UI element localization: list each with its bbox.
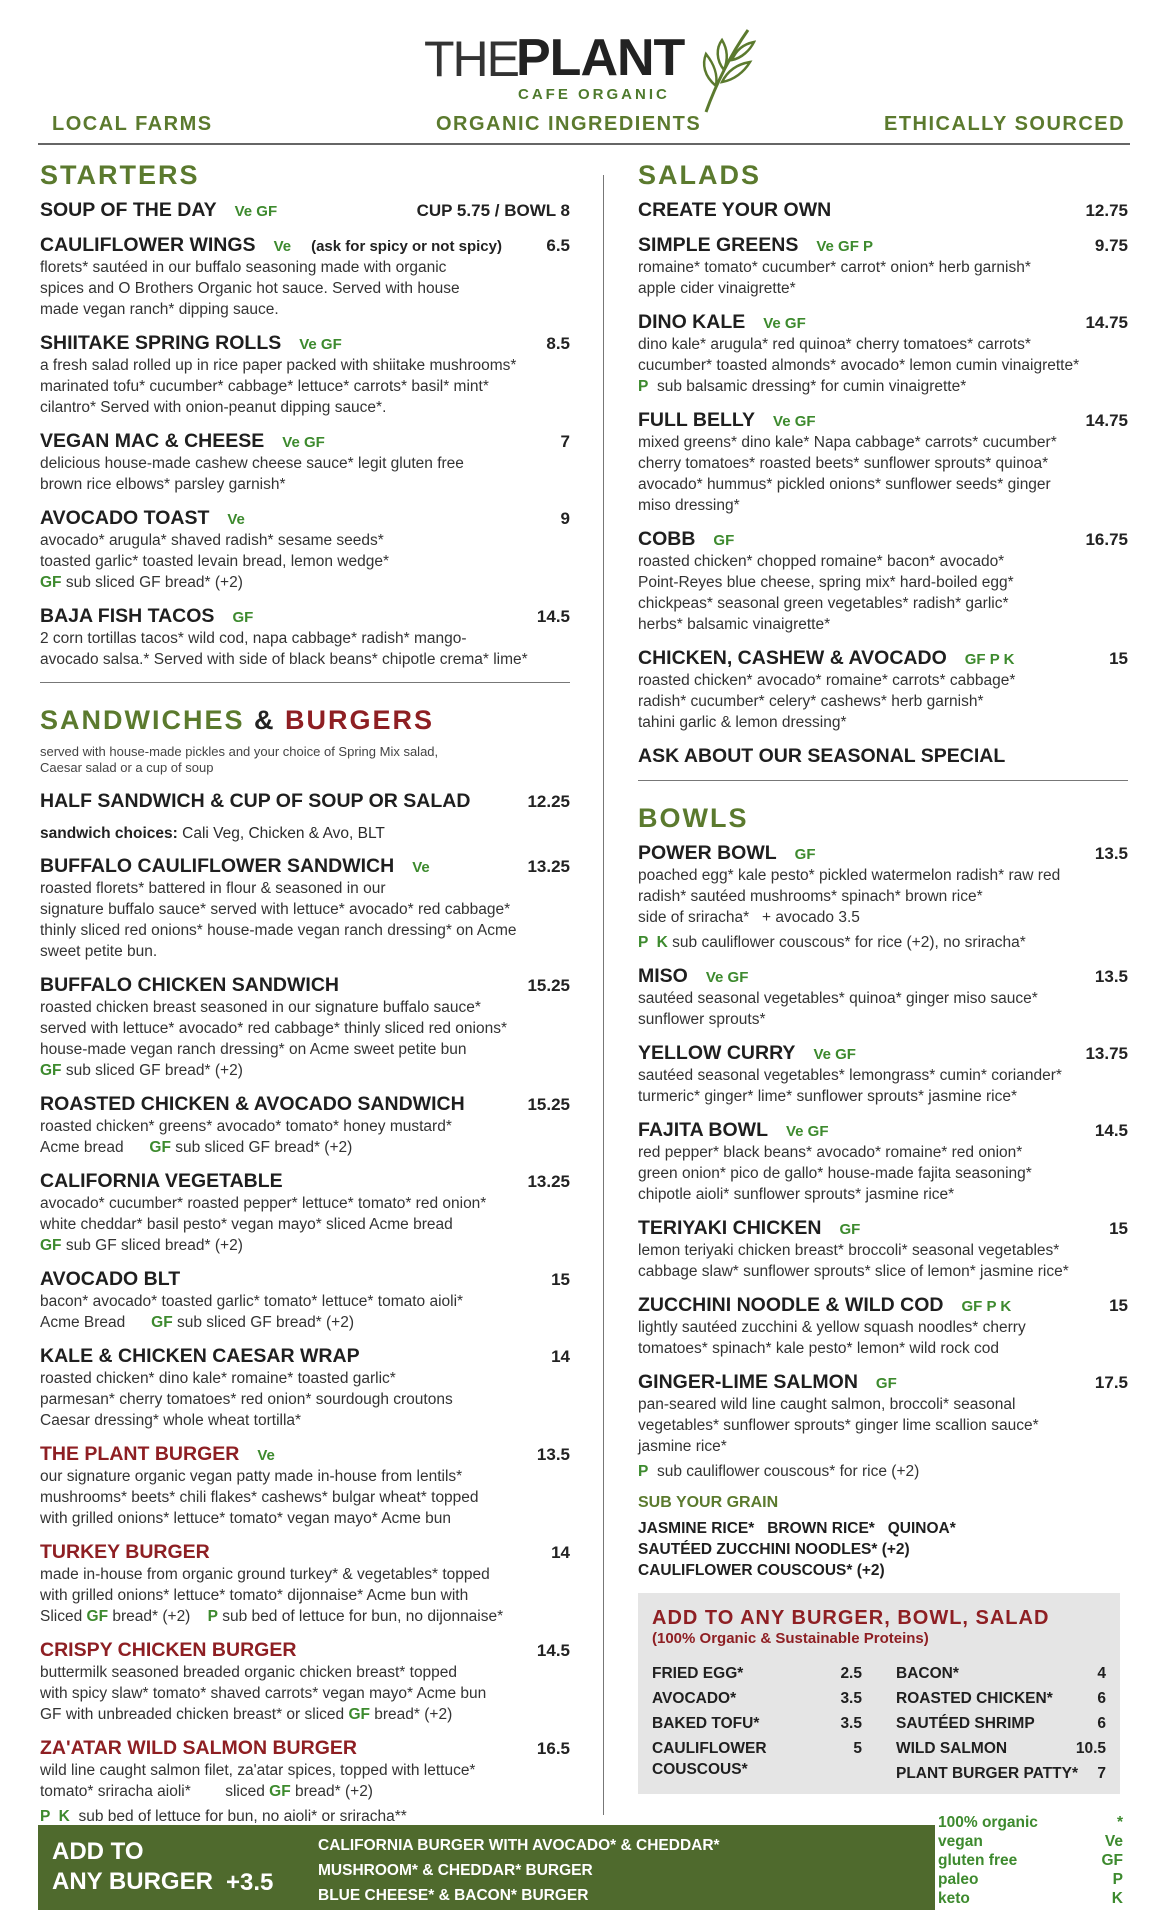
logo-the: THE	[424, 31, 518, 87]
add-subtitle: (100% Organic & Sustainable Proteins)	[652, 1630, 929, 1647]
banner-title: ADD TO ANY BURGER	[52, 1838, 213, 1895]
item-price: 15.25	[527, 976, 570, 995]
left-column	[40, 160, 570, 1839]
legend-row: gluten free GF	[938, 1852, 1123, 1869]
item-price: 15	[1109, 649, 1128, 668]
item-name: MISO	[638, 965, 688, 987]
burger-upgrade-banner	[38, 1825, 935, 1910]
menu-item	[638, 1119, 1128, 1205]
item-name: CALIFORNIA VEGETABLE	[40, 1170, 283, 1192]
logo-plant: PLANT	[516, 29, 685, 87]
diet-tags: GF P K	[964, 651, 1015, 668]
item-name: SHIITAKE SPRING ROLLS	[40, 332, 282, 354]
item-name: KALE & CHICKEN CAESAR WRAP	[40, 1345, 360, 1367]
menu-item	[40, 790, 570, 813]
menu-item	[40, 974, 570, 1081]
menu-item	[40, 1443, 570, 1529]
item-price: 16.5	[536, 1739, 570, 1758]
item-name: ZUCCHINI NOODLE & WILD COD	[638, 1294, 944, 1316]
logo-subtitle: CAFE ORGANIC	[518, 86, 670, 103]
item-description: red pepper* black beans* avocado* romaine* red onion* green onion* pico de gallo* house-made fajita seasoning* chipotle aioli* sunflower sprouts* jasmine rice*	[638, 1144, 1032, 1203]
item-price: 6.5	[546, 236, 570, 255]
item-extra: (ask for spicy or not spicy)	[311, 238, 502, 255]
item-description: made in-house from organic ground turkey* & vegetables* topped with grilled onions* lettuce* tomato* dijonnaise* Acme bun with Sliced GF bread* (+2) P sub bed of lettuce for bun, no dijonnaise*	[40, 1566, 504, 1625]
diet-tags: Ve	[257, 1447, 275, 1464]
item-name: CAULIFLOWER WINGS	[40, 234, 256, 256]
diet-tags: Ve GF	[282, 434, 325, 451]
item-description: buttermilk seasoned breaded organic chicken breast* topped with spicy slaw* tomato* shaved carrots* vegan mayo* Acme bun GF with unbreaded chicken breast* or sliced GF bread* (+2)	[40, 1664, 487, 1723]
menu-item	[40, 855, 570, 962]
item-description: dino kale* arugula* red quinoa* cherry tomatoes* carrots* cucumber* toasted almonds* avocado* lemon cumin vinaigrette* P sub balsamic dressing* for cumin vinaigrette*	[638, 336, 1080, 395]
item-name: SOUP OF THE DAY	[40, 199, 217, 221]
add-item: ROASTED CHICKEN* 6	[896, 1690, 1106, 1707]
item-name: CRISPY CHICKEN BURGER	[40, 1639, 297, 1661]
item-description: roasted chicken* avocado* romaine* carrots* cabbage* radish* cucumber* celery* cashews* herb garnish* tahini garlic & lemon dressing*	[638, 672, 1016, 731]
item-description: poached egg* kale pesto* pickled watermelon radish* raw red radish* sautéed mushrooms* spinach* brown rice* side of sriracha* + avocado 3.5 P K sub cauliflower couscous* for rice (+2), no sriracha*	[638, 867, 1061, 951]
legend-row: 100% organic *	[938, 1814, 1123, 1831]
seasonal-special: ASK ABOUT OUR SEASONAL SPECIAL	[638, 745, 1006, 767]
banner-price: +3.5	[226, 1869, 274, 1896]
item-price: 14.5	[1094, 1121, 1128, 1140]
item-price: 9	[560, 509, 570, 528]
item-price: 12.75	[1085, 201, 1128, 220]
diet-tags: Ve	[412, 859, 430, 876]
bowls-title: BOWLS	[638, 803, 749, 833]
column-divider	[603, 175, 604, 1815]
item-description: mixed greens* dino kale* Napa cabbage* carrots* cucumber* cherry tomatoes* roasted beets* sunflower sprouts* quinoa* avocado* hummus* pickled onions* sunflower seeds* ginger miso dressing*	[638, 434, 1057, 514]
item-price: 13.25	[527, 1172, 570, 1191]
item-description: delicious house-made cashew cheese sauce* legit gluten free brown rice elbows* parsley garnish*	[40, 455, 464, 493]
menu-item	[638, 1042, 1128, 1107]
item-name: BUFFALO CAULIFLOWER SANDWICH	[40, 855, 395, 877]
sandwiches-note: served with house-made pickles and your choice of Spring Mix salad, Caesar salad or a cup of soup	[40, 744, 439, 775]
item-name: FULL BELLY	[638, 409, 756, 431]
item-name: GINGER-LIME SALMON	[638, 1371, 858, 1393]
diet-tags: GF P K	[961, 1298, 1012, 1315]
sandwiches-burgers-title: SANDWICHES & BURGERS	[40, 705, 435, 735]
menu-item	[40, 1541, 570, 1627]
leaf-icon	[686, 24, 756, 114]
item-name: DINO KALE	[638, 311, 746, 333]
add-item: CAULIFLOWER COUSCOUS* 5	[652, 1740, 862, 1778]
item-price: 9.75	[1094, 236, 1128, 255]
item-description: avocado* arugula* shaved radish* sesame seeds* toasted garlic* toasted levain bread, lemon wedge* GF sub sliced GF bread* (+2)	[40, 532, 389, 591]
menu-item	[40, 199, 570, 222]
legend-row: keto K	[938, 1890, 1123, 1907]
menu-item	[40, 234, 570, 320]
item-description: roasted chicken* dino kale* romaine* toasted garlic* parmesan* cherry tomatoes* red onion* sourdough croutons Caesar dressing* whole wheat tortilla*	[40, 1370, 453, 1429]
item-price: 14.5	[536, 607, 570, 626]
diet-tags: Ve GF	[813, 1046, 856, 1063]
add-left-column	[652, 1661, 862, 1786]
item-price: 16.75	[1085, 530, 1128, 549]
item-description: lemon teriyaki chicken breast* broccoli* seasonal vegetables* cabbage slaw* sunflower sprouts* slice of lemon* jasmine rice*	[638, 1242, 1069, 1280]
legend-row: paleo P	[938, 1871, 1123, 1888]
diet-tags: GF	[794, 846, 816, 863]
item-description: sautéed seasonal vegetables* lemongrass* cumin* coriander* turmeric* ginger* lime* sunflower sprouts* jasmine rice*	[638, 1067, 1062, 1105]
item-description: wild line caught salmon filet, za'atar spices, topped with lettuce* tomato* sriracha aioli* sliced GF bread* (+2) P K sub bed of lettuce for bun, no aioli* or sriracha**	[40, 1762, 476, 1825]
add-title: ADD TO ANY BURGER, BOWL, SALAD	[652, 1607, 1050, 1629]
item-description: our signature organic vegan patty made in-house from lentils* mushrooms* beets* chili flakes* cashews* bulgar wheat* topped with grilled onions* lettuce* tomato* vegan mayo* Acme bun	[40, 1468, 479, 1527]
diet-tags: GF	[713, 532, 735, 549]
menu-item	[638, 842, 1128, 953]
item-name: TURKEY BURGER	[40, 1541, 210, 1563]
menu-item	[40, 430, 570, 495]
diet-tags: GF	[875, 1375, 897, 1392]
add-item: FRIED EGG* 2.5	[652, 1665, 862, 1682]
item-name: BUFFALO CHICKEN SANDWICH	[40, 974, 339, 996]
menu-item	[638, 647, 1128, 733]
menu-item	[40, 1639, 570, 1725]
item-name: COBB	[638, 528, 696, 550]
item-name: CREATE YOUR OWN	[638, 199, 832, 221]
item-price: 15	[1109, 1296, 1128, 1315]
diet-tags: Ve	[273, 238, 292, 255]
item-price: 15	[551, 1270, 570, 1289]
diet-tags: Ve GF P	[816, 238, 874, 255]
item-description: roasted chicken* chopped romaine* bacon* avocado* Point-Reyes blue cheese, spring mix* hard-boiled egg* chickpeas* seasonal green vegetables* radish* garlic* herbs* balsamic vinaigrette*	[638, 553, 1014, 633]
item-name: ZA'ATAR WILD SALMON BURGER	[40, 1737, 357, 1759]
legend-row: vegan Ve	[938, 1833, 1123, 1850]
item-name: SIMPLE GREENS	[638, 234, 799, 256]
menu-item	[40, 1268, 570, 1333]
diet-tags: Ve	[227, 511, 245, 528]
menu-item	[40, 507, 570, 593]
item-price: 13.5	[1094, 844, 1128, 863]
item-name: THE PLANT BURGER	[40, 1443, 240, 1465]
top-divider	[38, 143, 1130, 145]
item-name: YELLOW CURRY	[638, 1042, 796, 1064]
diet-tags: GF	[839, 1221, 861, 1238]
menu-item	[40, 1093, 570, 1158]
item-name: FAJITA BOWL	[638, 1119, 768, 1141]
item-price: 14.75	[1085, 313, 1128, 332]
item-price: 8.5	[546, 334, 570, 353]
grain-options: JASMINE RICE* BROWN RICE* QUINOA* SAUTÉED ZUCCHINI NOODLES* (+2) CAULIFLOWER COUSCOUS* (+2)	[638, 1520, 956, 1579]
menu-item	[638, 528, 1128, 635]
item-description: bacon* avocado* toasted garlic* tomato* lettuce* tomato aioli* Acme Bread GF sub sliced GF bread* (+2)	[40, 1293, 464, 1331]
starters-title: STARTERS	[40, 160, 200, 190]
sub-grain-title: SUB YOUR GRAIN	[638, 1494, 779, 1511]
menu-item	[638, 1217, 1128, 1282]
diet-tags: Ve GF	[234, 203, 278, 220]
item-name: CHICKEN, CASHEW & AVOCADO	[638, 647, 947, 669]
menu-item	[638, 234, 1128, 299]
add-item: WILD SALMON 10.5	[896, 1740, 1106, 1757]
item-description: roasted florets* battered in flour & seasoned in our signature buffalo sauce* served with lettuce* avocado* red cabbage* thinly sliced red onions* house-made vegan ranch dressing* on Acme sweet petite bun.	[40, 880, 517, 960]
diet-legend	[938, 1813, 1123, 1908]
diet-tags: Ve GF	[763, 315, 806, 332]
item-description: 2 corn tortillas tacos* wild cod, napa cabbage* radish* mango- avocado salsa.* Served with side of black beans* chipotle crema* lime*	[40, 630, 528, 668]
item-price: 12.25	[527, 792, 570, 811]
tagline-local-farms: LOCAL FARMS	[52, 113, 213, 135]
banner-burger-list: CALIFORNIA BURGER WITH AVOCADO* & CHEDDAR* MUSHROOM* & CHEDDAR* BURGER BLUE CHEESE* & BACON* BURGER	[318, 1837, 720, 1904]
menu-item	[40, 332, 570, 418]
item-name: ROASTED CHICKEN & AVOCADO SANDWICH	[40, 1093, 465, 1115]
item-description: roasted chicken breast seasoned in our signature buffalo sauce* served with lettuce* avocado* red cabbage* thinly sliced red onions* house-made vegan ranch dressing* on Acme sweet petite bun GF sub sliced GF bread* (+2)	[40, 999, 508, 1079]
item-description: sautéed seasonal vegetables* quinoa* ginger miso sauce* sunflower sprouts*	[638, 990, 1038, 1028]
diet-tags: Ve GF	[786, 1123, 829, 1140]
item-price: 13.5	[536, 1445, 570, 1464]
menu-item	[40, 1345, 570, 1431]
item-price: 14	[551, 1543, 570, 1562]
menu-item	[40, 1737, 570, 1827]
item-price: 15	[1109, 1219, 1128, 1238]
item-price: CUP 5.75 / BOWL 8	[416, 201, 570, 220]
section-divider	[40, 682, 570, 683]
menu-item	[638, 1371, 1128, 1482]
item-price: 7	[560, 432, 570, 451]
menu-item	[638, 1294, 1128, 1359]
item-name: BAJA FISH TACOS	[40, 605, 215, 627]
item-price: 13.5	[1094, 967, 1128, 986]
section-divider	[638, 780, 1128, 781]
right-column	[638, 160, 1128, 1581]
item-description: avocado* cucumber* roasted pepper* lettuce* tomato* red onion* white cheddar* basil pesto* vegan mayo* sliced Acme bread GF sub GF sliced bread* (+2)	[40, 1195, 487, 1254]
add-right-column	[896, 1661, 1106, 1786]
add-protein-box	[638, 1593, 1120, 1794]
tagline-ethically-sourced: ETHICALLY SOURCED	[884, 113, 1126, 135]
item-description: romaine* tomato* cucumber* carrot* onion* herb garnish* apple cider vinaigrette*	[638, 259, 1031, 297]
add-item: SAUTÉED SHRIMP 6	[896, 1715, 1106, 1732]
menu-item	[638, 965, 1128, 1030]
diet-tags: Ve GF	[705, 969, 749, 986]
item-name: TERIYAKI CHICKEN	[638, 1217, 822, 1239]
item-description: pan-seared wild line caught salmon, broccoli* seasonal vegetables* sunflower sprouts* ginger lime scallion sauce* jasmine rice* P sub cauliflower couscous* for rice (+2)	[638, 1396, 1039, 1480]
item-name: HALF SANDWICH & CUP OF SOUP OR SALAD	[40, 790, 471, 812]
add-item: AVOCADO* 3.5	[652, 1690, 862, 1707]
logo	[420, 18, 760, 108]
menu-item	[638, 409, 1128, 516]
item-name: AVOCADO BLT	[40, 1268, 181, 1290]
item-description: florets* sautéed in our buffalo seasoning made with organic spices and O Brothers Organic hot sauce. Served with house made vegan ranch* dipping sauce.	[40, 259, 460, 318]
item-name: POWER BOWL	[638, 842, 777, 864]
add-item: PLANT BURGER PATTY* 7	[896, 1765, 1106, 1782]
item-price: 13.75	[1085, 1044, 1128, 1063]
item-price: 17.5	[1094, 1373, 1128, 1392]
add-item: BACON* 4	[896, 1665, 1106, 1682]
menu-item	[638, 311, 1128, 397]
item-description: roasted chicken* greens* avocado* tomato* honey mustard* Acme bread GF sub sliced GF bread* (+2)	[40, 1118, 452, 1156]
diet-tags: Ve GF	[299, 336, 342, 353]
item-name: VEGAN MAC & CHEESE	[40, 430, 265, 452]
item-name: AVOCADO TOAST	[40, 507, 210, 529]
sandwich-choices: sandwich choices: Cali Veg, Chicken & Avo, BLT	[40, 825, 385, 842]
tagline-organic-ingredients: ORGANIC INGREDIENTS	[436, 113, 702, 135]
diet-tags: Ve GF	[773, 413, 816, 430]
item-price: 13.25	[527, 857, 570, 876]
menu-item	[40, 1170, 570, 1256]
diet-tags: GF	[232, 609, 254, 626]
item-price: 14	[551, 1347, 570, 1366]
menu-item	[638, 199, 1128, 222]
add-item: BAKED TOFU* 3.5	[652, 1715, 862, 1732]
item-description: a fresh salad rolled up in rice paper packed with shiitake mushrooms* marinated tofu* cucumber* cabbage* lettuce* carrots* basil* mint* cilantro* Served with onion-peanut dipping sauce*.	[40, 357, 517, 416]
menu-item	[40, 605, 570, 670]
item-price: 14.75	[1085, 411, 1128, 430]
item-description: lightly sautéed zucchini & yellow squash noodles* cherry tomatoes* spinach* kale pesto* lemon* wild rock cod	[638, 1319, 1026, 1357]
item-price: 15.25	[527, 1095, 570, 1114]
salads-title: SALADS	[638, 160, 762, 190]
item-price: 14.5	[536, 1641, 570, 1660]
